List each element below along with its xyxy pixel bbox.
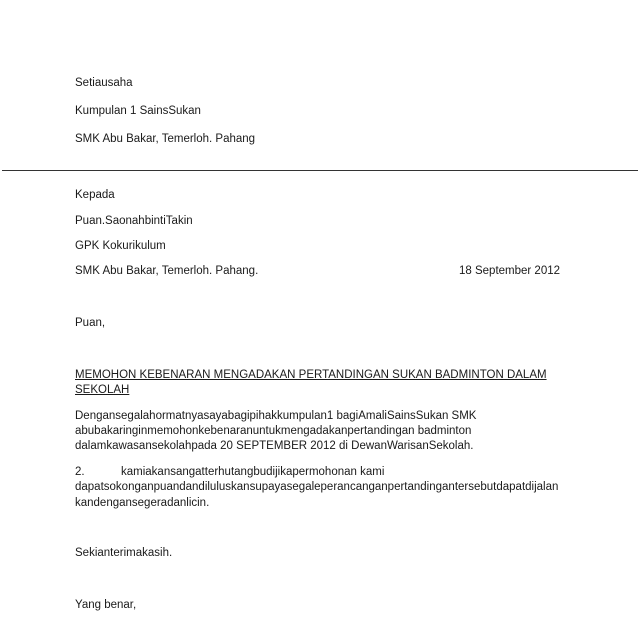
paragraph2-number: 2. <box>75 466 85 478</box>
sender-title: Setiausaha <box>75 77 133 89</box>
closing: Sekianterimakasih. <box>75 547 173 559</box>
paragraph2-line-1-text: kamiakansangatterhutangbudijikapermohonan kami <box>121 466 385 478</box>
paragraph2-line-2: dapatsokonganpuandandiluluskansupayasegaleperancanganpertandingantersebutdapatdijalan <box>75 481 559 493</box>
paragraph2-line-1 <box>75 465 384 480</box>
recipient-position: GPK Kokurikulum <box>75 240 166 252</box>
paragraph1-line-1: Dengansegalahormatnyasayabagipihakkumpulan1 bagiAmaliSainsSukan SMK <box>75 410 477 422</box>
recipient-kepada: Kepada <box>75 189 115 201</box>
salutation: Puan, <box>75 317 106 329</box>
sender-address: SMK Abu Bakar, Temerloh. Pahang <box>75 133 256 145</box>
subject-line-1: MEMOHON KEBENARAN MENGADAKAN PERTANDINGAN SUKAN BADMINTON DALAM <box>75 369 547 381</box>
recipient-address: SMK Abu Bakar, Temerloh. Pahang. <box>75 265 259 277</box>
paragraph1-line-3: dalamkawasansekolahpada 20 SEPTEMBER 2012 di DewanWarisanSekolah. <box>75 440 474 452</box>
header-divider <box>2 170 638 171</box>
sender-group: Kumpulan 1 SainsSukan <box>75 105 201 117</box>
paragraph2-line-3: kandengansegeradanlicin. <box>75 497 210 509</box>
letter-date: 18 September 2012 <box>459 265 561 277</box>
subject-line-2: SEKOLAH <box>75 384 130 396</box>
recipient-name: Puan.SaonahbintiTakin <box>75 215 193 227</box>
paragraph1-line-2: abubakaringinmemohonkebenaranuntukmengadakanpertandingan badminton <box>75 425 472 437</box>
signoff: Yang benar, <box>75 599 137 611</box>
